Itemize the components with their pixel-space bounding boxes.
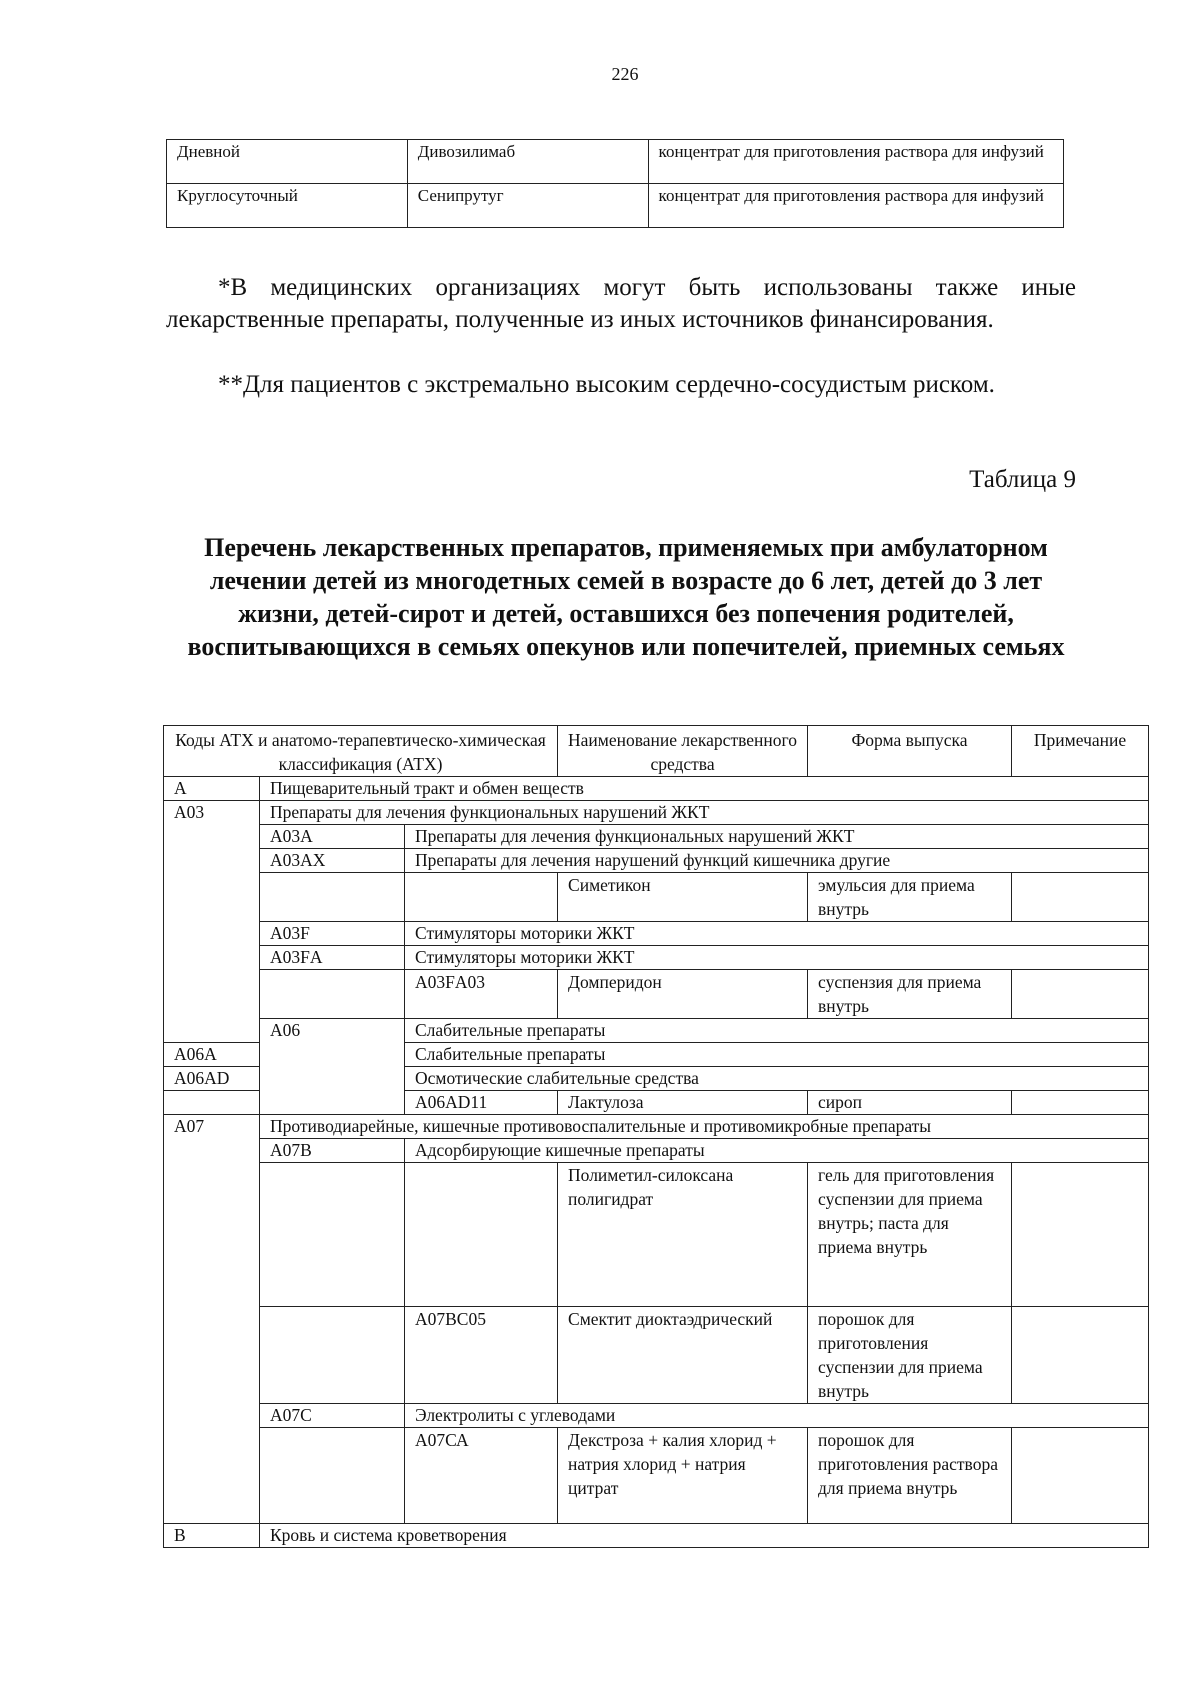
atc-code: А07ВС05 [405, 1307, 558, 1404]
drug-form-cell: сироп [808, 1091, 1012, 1115]
table-label: Таблица 9 [969, 466, 1076, 493]
atc-group-label: Препараты для лечения функциональных нарушений ЖКТ [260, 801, 1149, 825]
atc-group-label: Стимуляторы моторики ЖКТ [405, 922, 1149, 946]
drug-note-cell [1012, 1428, 1149, 1524]
page-number: 226 [611, 64, 639, 84]
atc-code: А03А [260, 825, 405, 849]
drug-form-cell: порошок для приготовления суспензии для приема внутрь [808, 1307, 1012, 1404]
table-row [167, 140, 1064, 184]
atc-code: А07С [260, 1404, 405, 1428]
atc-group-label: Стимуляторы моторики ЖКТ [405, 946, 1149, 970]
atc-code: А07СА [405, 1428, 558, 1524]
table-header-row [164, 726, 1149, 777]
drug-name-cell: Полиметил-силоксана полигидрат [558, 1163, 808, 1307]
drug-form-cell: концентрат для приготовления раствора для инфузий [648, 140, 1063, 184]
atc-code: А06 [260, 1019, 405, 1115]
drug-name-cell: Декстроза + калия хлорид + натрия хлорид + натрия цитрат [558, 1428, 808, 1524]
header-drug-name: Наименование лекарственного средства [558, 726, 808, 777]
table-row [164, 1019, 1149, 1043]
drug-form-cell: концентрат для приготовления раствора для инфузий [648, 184, 1063, 228]
drug-name-cell: Симетикон [558, 873, 808, 922]
table-row [164, 1524, 1149, 1548]
atc-group-label: Слабительные препараты [405, 1019, 1149, 1043]
atc-group-label: Электролиты с углеводами [405, 1404, 1149, 1428]
atc-code: А03F [260, 922, 405, 946]
drug-form-cell: суспензия для приема внутрь [808, 970, 1012, 1019]
drug-form-cell: порошок для приготовления раствора для приема внутрь [808, 1428, 1012, 1524]
table-row [164, 1115, 1149, 1139]
atc-code: А [164, 777, 260, 801]
table-row [164, 946, 1149, 970]
table-row [164, 1307, 1149, 1404]
table-title: Перечень лекарственных препаратов, применяемых при амбулаторном лечении детей из многодетных семей в возрасте до 6 лет, детей до 3 лет жизни, детей-сирот и детей, оставшихся без попечения родителей, воспитывающихся в семьях опекунов или попечителей, приемных семьях [187, 533, 1065, 661]
atc-code: А03FА03 [405, 970, 558, 1019]
drug-note-cell [1012, 1163, 1149, 1307]
table-row [167, 184, 1064, 228]
table-row [164, 1428, 1149, 1524]
drug-name-cell: Смектит диоктаэдрический [558, 1307, 808, 1404]
atc-group-label: Противодиарейные, кишечные противовоспалительные и противомикробные препараты [260, 1115, 1149, 1139]
table-row [164, 1139, 1149, 1163]
table-row [164, 825, 1149, 849]
footnote-other-sources: *В медицинских организациях могут быть использованы также иные лекарственные препараты, полученные из иных источников финансирования. [166, 274, 1076, 333]
care-type-cell: Дневной [167, 140, 408, 184]
table-row [164, 849, 1149, 873]
atc-group-label: Препараты для лечения функциональных нарушений ЖКТ [405, 825, 1149, 849]
drug-note-cell [1012, 873, 1149, 922]
footnote-high-risk: **Для пациентов с экстремально высоким сердечно-сосудистым риском. [218, 371, 995, 398]
drug-form-cell: эмульсия для приема внутрь [808, 873, 1012, 922]
table-row [164, 922, 1149, 946]
atc-group-label: Слабительные препараты [405, 1043, 1149, 1067]
atc-group-label: Осмотические слабительные средства [405, 1067, 1149, 1091]
table-row [164, 873, 1149, 922]
atc-code: А07В [260, 1139, 405, 1163]
table-row [164, 1163, 1149, 1307]
table-row [164, 970, 1149, 1019]
care-type-cell: Круглосуточный [167, 184, 408, 228]
atc-code: А07 [164, 1115, 260, 1524]
drug-note-cell [1012, 970, 1149, 1019]
drug-name-cell: Домперидон [558, 970, 808, 1019]
drug-note-cell [1012, 1307, 1149, 1404]
drug-form-cell: гель для приготовления суспензии для приема внутрь; паста для приема внутрь [808, 1163, 1012, 1307]
header-form: Форма выпуска [808, 726, 1012, 777]
drug-name-cell: Лактулоза [558, 1091, 808, 1115]
atc-code: А03FА [260, 946, 405, 970]
continuation-table [166, 139, 1064, 228]
table-row [164, 1404, 1149, 1428]
drug-name-cell: Дивозилимаб [407, 140, 648, 184]
atc-code: А06А [164, 1043, 260, 1067]
atc-code: А03АХ [260, 849, 405, 873]
atc-code: А06АD11 [405, 1091, 558, 1115]
atc-group-label: Адсорбирующие кишечные препараты [405, 1139, 1149, 1163]
drug-note-cell [1012, 1091, 1149, 1115]
atc-code: В [164, 1524, 260, 1548]
atc-group-label: Пищеварительный тракт и обмен веществ [260, 777, 1149, 801]
header-atc: Коды АТХ и анатомо-терапевтическо-химическая классификация (АТХ) [164, 726, 558, 777]
atc-group-label: Кровь и система кроветворения [260, 1524, 1149, 1548]
drug-list-table [163, 725, 1149, 1548]
drug-name-cell: Сенипрутуг [407, 184, 648, 228]
atc-group-label: Препараты для лечения нарушений функций кишечника другие [405, 849, 1149, 873]
atc-code: А06АD [164, 1067, 260, 1091]
atc-code: А03 [164, 801, 260, 1043]
table-row [164, 777, 1149, 801]
header-note: Примечание [1012, 726, 1149, 777]
table-row [164, 801, 1149, 825]
